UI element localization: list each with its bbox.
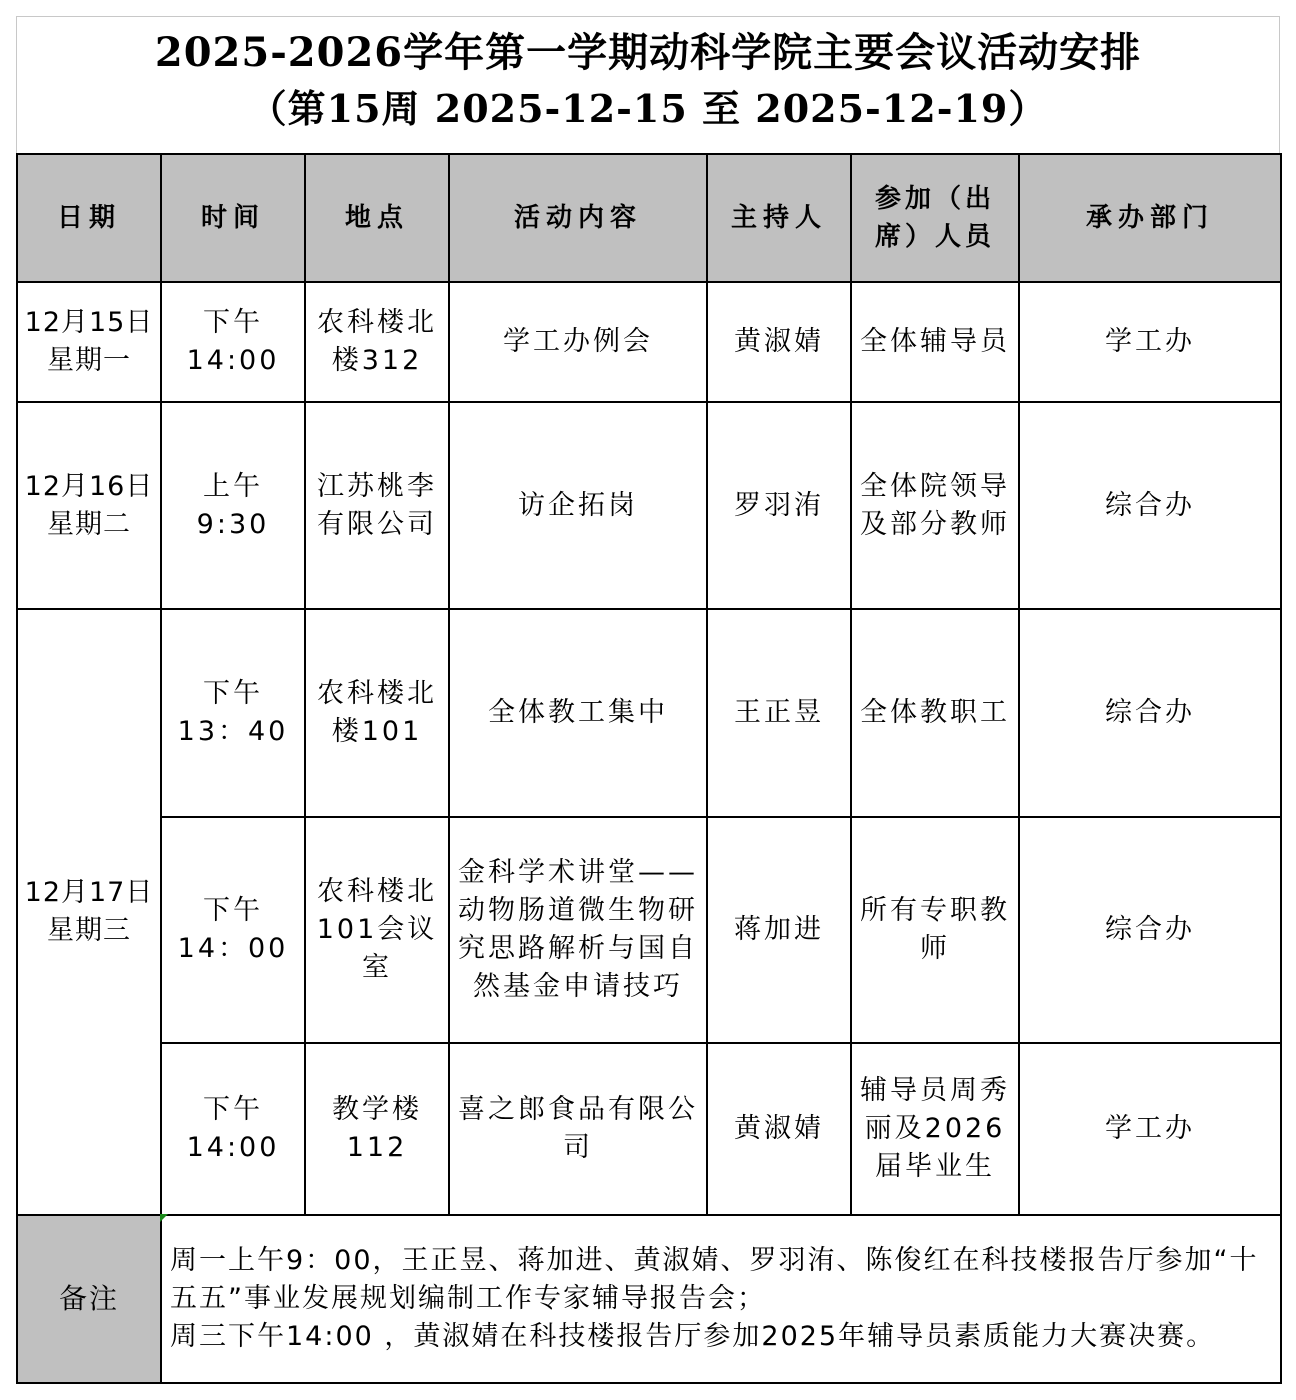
department-cell: 学工办 [1019,1043,1281,1215]
attendees-cell: 全体辅导员 [851,282,1019,402]
attendees-cell: 所有专职教师 [851,817,1019,1043]
content-cell: 访企拓岗 [449,402,707,609]
attendees-cell: 全体教职工 [851,609,1019,817]
notes-line-1: 周一上午9：00，王正昱、蒋加进、黄淑婧、罗羽洧、陈俊红在科技楼报告厅参加“十五五”事业发展规划编制工作专家辅导报告会； [170,1245,1259,1314]
header-department: 承办部门 [1019,154,1281,282]
table-row [17,817,1281,1043]
date-day: 12月17日 [24,877,154,908]
notes-line-2: 周三下午14:00 ，黄淑婧在科技楼报告厅参加2025年辅导员素质能力大赛决赛。 [170,1321,1216,1352]
header-content: 活动内容 [449,154,707,282]
host-cell: 黄淑婧 [707,1043,851,1215]
time-cell [161,817,305,1043]
time-clock: 14：00 [177,933,289,964]
time-period: 下午 [203,1094,263,1125]
location-cell: 农科楼北楼101 [305,609,449,817]
table-row [17,1043,1281,1215]
host-cell: 黄淑婧 [707,282,851,402]
department-cell: 综合办 [1019,609,1281,817]
time-cell [161,402,305,609]
department-cell: 综合办 [1019,817,1281,1043]
date-day: 12月15日 [24,307,154,338]
attendees-cell: 全体院领导及部分教师 [851,402,1019,609]
location-cell: 教学楼112 [305,1043,449,1215]
page-subtitle: （第15周 2025-12-15 至 2025-12-19） [248,86,1048,131]
notes-label: 备注 [17,1215,161,1383]
header-time: 时间 [161,154,305,282]
header-attendees: 参加（出席）人员 [851,154,1019,282]
header-date: 日期 [17,154,161,282]
content-cell: 学工办例会 [449,282,707,402]
table-row [17,609,1281,817]
time-clock: 14:00 [186,1132,280,1163]
time-cell [161,609,305,817]
location-cell: 农科楼北楼312 [305,282,449,402]
time-period: 下午 [203,307,263,338]
department-cell: 学工办 [1019,282,1281,402]
date-weekday: 星期一 [47,345,131,376]
table-row [17,402,1281,609]
header-location: 地点 [305,154,449,282]
location-cell: 农科楼北101会议室 [305,817,449,1043]
date-cell [17,402,161,609]
time-clock: 14:00 [186,345,280,376]
date-cell [17,282,161,402]
department-cell: 综合办 [1019,402,1281,609]
time-period: 下午 [203,895,263,926]
content-cell: 全体教工集中 [449,609,707,817]
notes-cell [161,1215,1281,1383]
time-clock: 13：40 [177,716,289,747]
content-cell: 金科学术讲堂——动物肠道微生物研究思路解析与国自然基金申请技巧 [449,817,707,1043]
schedule-sheet [16,16,1280,1384]
host-cell: 罗羽洧 [707,402,851,609]
date-day: 12月16日 [24,470,154,502]
content-cell: 喜之郎食品有限公司 [449,1043,707,1215]
header-row [17,154,1281,282]
comment-marker-icon [160,1214,168,1222]
time-cell [161,1043,305,1215]
notes-row [17,1215,1281,1383]
header-host: 主持人 [707,154,851,282]
host-cell: 蒋加进 [707,817,851,1043]
schedule-table [16,153,1282,1384]
time-cell [161,282,305,402]
attendees-cell: 辅导员周秀丽及2026届毕业生 [851,1043,1019,1215]
host-cell: 王正昱 [707,609,851,817]
title-block [16,16,1280,153]
time-period: 下午 [203,678,263,709]
date-cell [17,609,161,1215]
location-cell: 江苏桃李有限公司 [305,402,449,609]
time-period: 上午 [203,470,263,502]
date-weekday: 星期二 [47,508,131,540]
date-weekday: 星期三 [47,915,131,946]
time-clock: 9:30 [196,508,270,540]
page-title: 2025-2026学年第一学期动科学院主要会议活动安排 [154,29,1142,76]
table-row [17,282,1281,402]
